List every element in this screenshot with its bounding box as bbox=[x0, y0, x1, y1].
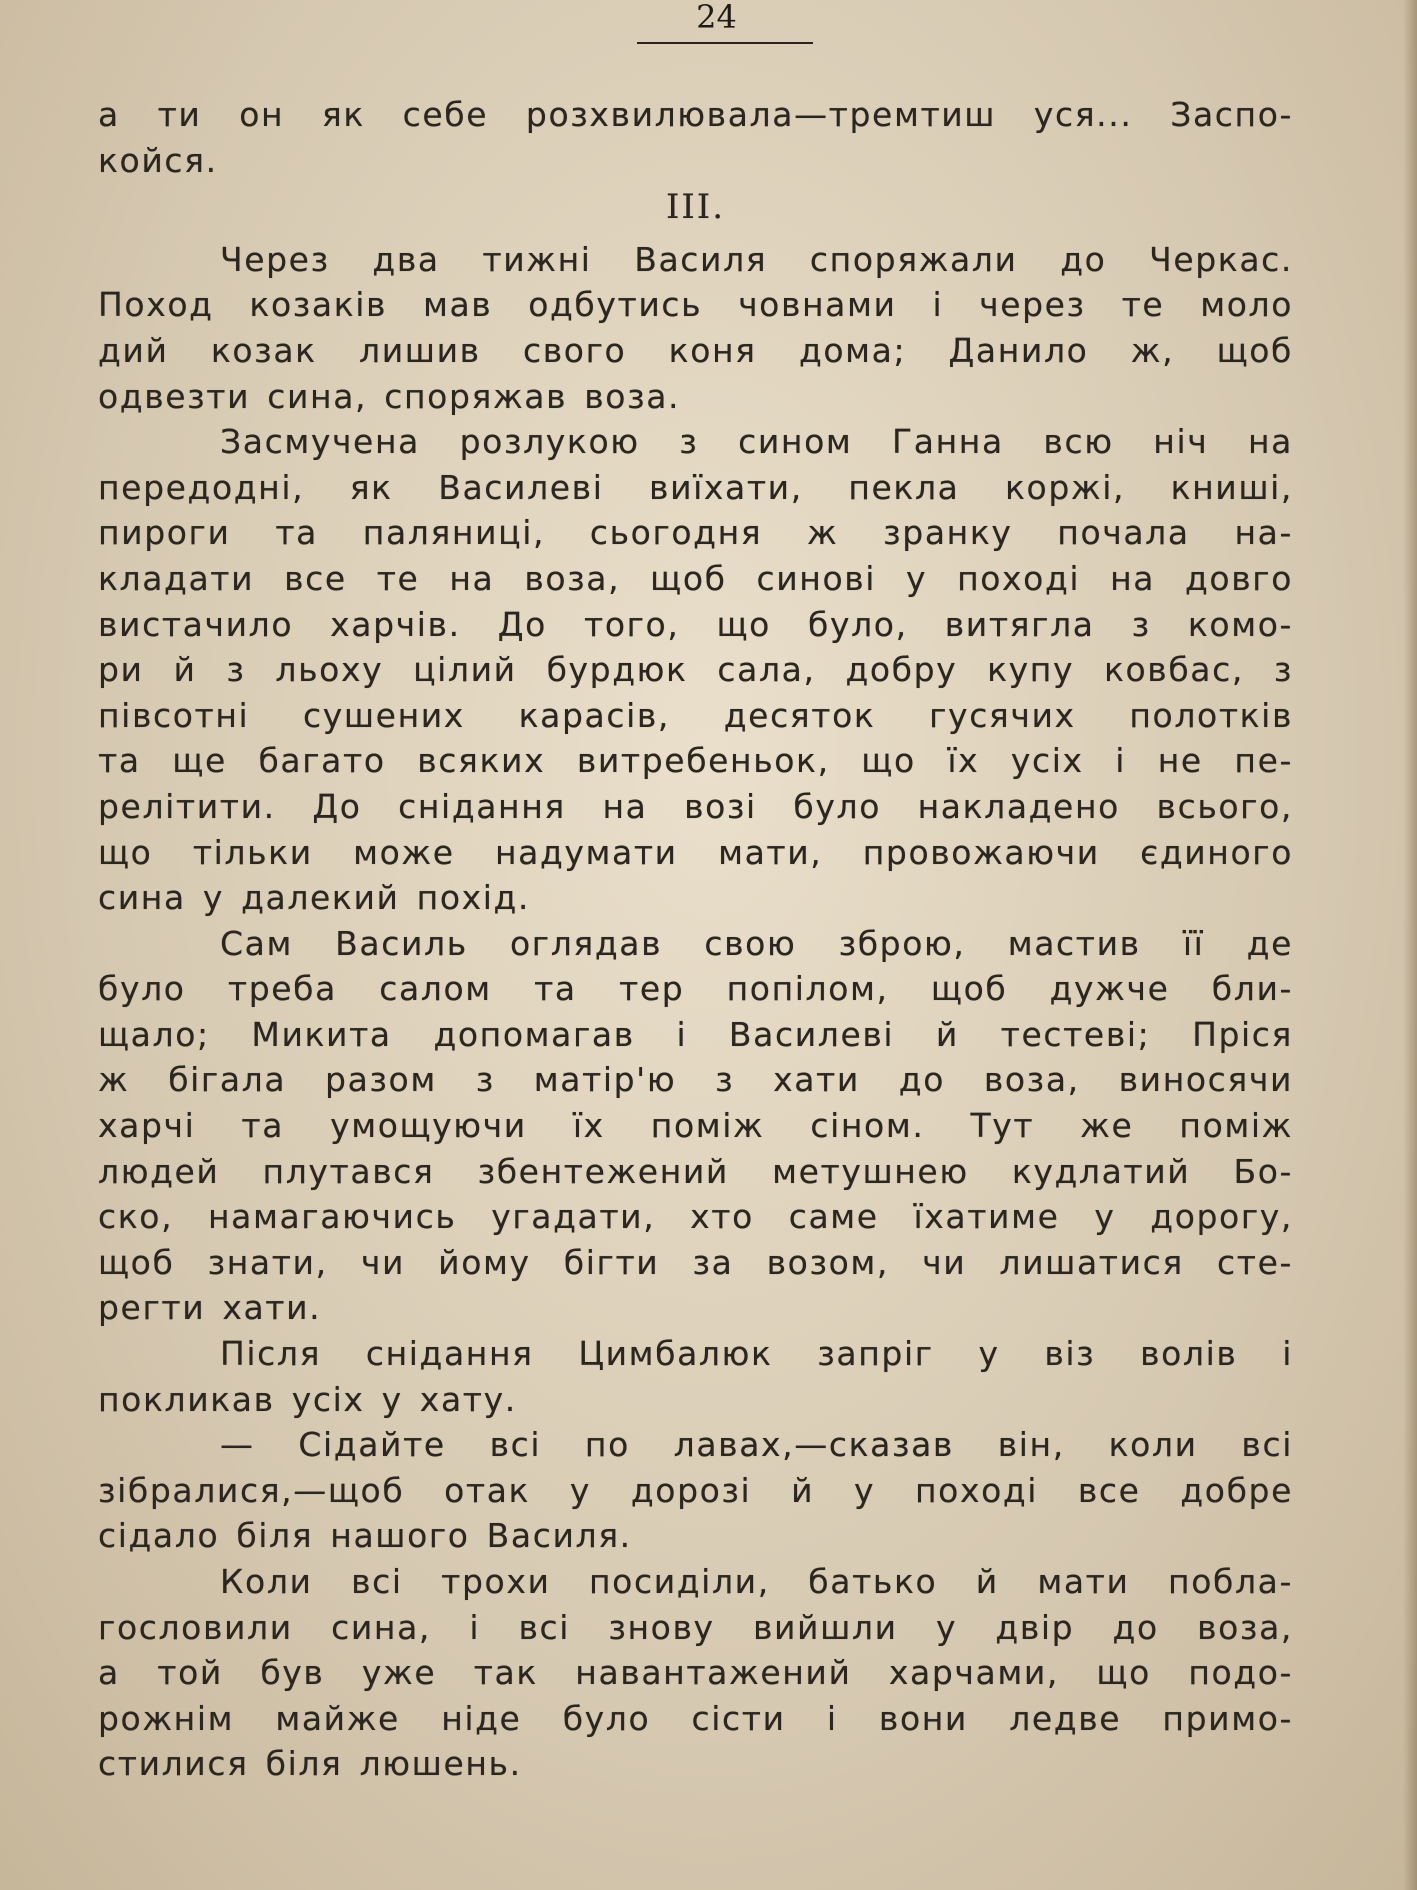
text-line: було треба салом та тер попілом, щоб дужче бли- bbox=[98, 969, 1293, 1009]
page-edge-shadow bbox=[1403, 0, 1417, 1890]
text-line: що тільки може надумати мати, провожаючи єдиного bbox=[98, 832, 1293, 872]
text-line: харчі та умощуючи їх поміж сіном. Тут же поміж bbox=[98, 1106, 1293, 1146]
text-line: ри й з льоху цілий бурдюк сала, добру купу ковбас, з bbox=[98, 650, 1293, 690]
text-line: кладати все те на воза, щоб синові у поході на довго bbox=[98, 558, 1293, 598]
paragraph-first-line: Після снідання Цимбалюк запріг у віз волів і bbox=[220, 1334, 1293, 1374]
paragraph-first-line: Через два тижні Василя споряжали до Черкас. bbox=[220, 239, 1293, 279]
page-header bbox=[0, 0, 1417, 44]
text-line: щало; Микита допомагав і Василеві й тестеві; Пріся bbox=[98, 1014, 1293, 1054]
text-line: людей плутався збентежений метушнею кудлатий Бо- bbox=[98, 1151, 1293, 1191]
text-line: койся. bbox=[98, 140, 218, 180]
text-line: одвезти сина, споряжав воза. bbox=[98, 376, 681, 416]
text-line: гословили сина, і всі знову вийшли у двір до воза, bbox=[98, 1607, 1293, 1647]
paragraph-first-line: Коли всі трохи посиділи, батько й мати побла- bbox=[220, 1562, 1293, 1601]
text-line: рожнім майже ніде було сісти і вони ледве примо- bbox=[98, 1698, 1293, 1738]
paragraph-first-line: Сам Василь оглядав свою зброю, мастив її де bbox=[220, 923, 1293, 963]
text-line: покликав усіх у хату. bbox=[98, 1379, 517, 1419]
text-line: сина у далекий похід. bbox=[98, 878, 531, 918]
text-line: передодні, як Василеві виїхати, пекла коржі, книші, bbox=[98, 467, 1293, 507]
text-line: а той був уже так навантажений харчами, що подо- bbox=[98, 1653, 1293, 1693]
text-line: сідало біля нашого Василя. bbox=[98, 1516, 632, 1556]
text-line: стилися біля люшень. bbox=[98, 1744, 522, 1784]
text-line: пироги та паляниці, сьогодня ж зранку почала на- bbox=[98, 513, 1293, 553]
text-line: ж бігала разом з матір'ю з хати до воза, виносячи bbox=[98, 1060, 1293, 1100]
page-number: 24 bbox=[696, 0, 737, 36]
text-line: та ще багато всяких витребеньок, що їх усіх і не пе- bbox=[98, 741, 1293, 781]
text-line: зібралися,—щоб отак у дорозі й у поході все добре bbox=[98, 1470, 1293, 1510]
paragraph-first-line: Засмучена розлукою з сином Ганна всю ніч на bbox=[220, 422, 1293, 462]
text-line: регти хати. bbox=[98, 1288, 322, 1328]
header-rule bbox=[637, 42, 813, 44]
text-line: релітити. До снідання на возі було накладено всього, bbox=[98, 786, 1293, 826]
text-line: дий козак лишив свого коня дома; Данило ж, щоб bbox=[98, 330, 1293, 370]
text-line: щоб знати, чи йому бігти за возом, чи лишатися сте- bbox=[98, 1242, 1293, 1282]
paragraph-first-line: — Сідайте всі по лавах,—сказав він, коли всі bbox=[220, 1425, 1293, 1465]
text-line: Поход козаків мав одбутись човнами і через те моло bbox=[98, 285, 1293, 325]
text-line: ско, намагаючись угадати, хто саме їхатиме у дорогу, bbox=[98, 1197, 1293, 1237]
body-text bbox=[98, 92, 1293, 1787]
text-line: а ти он як себе розхвилювала—тремтиш уся... Заспо- bbox=[98, 95, 1293, 134]
section-heading: III. bbox=[665, 187, 726, 228]
text-line: півсотні сушених карасів, десяток гусячих полотків bbox=[98, 695, 1293, 735]
text-line: вистачило харчів. До того, що було, витягла з комо- bbox=[98, 604, 1293, 644]
